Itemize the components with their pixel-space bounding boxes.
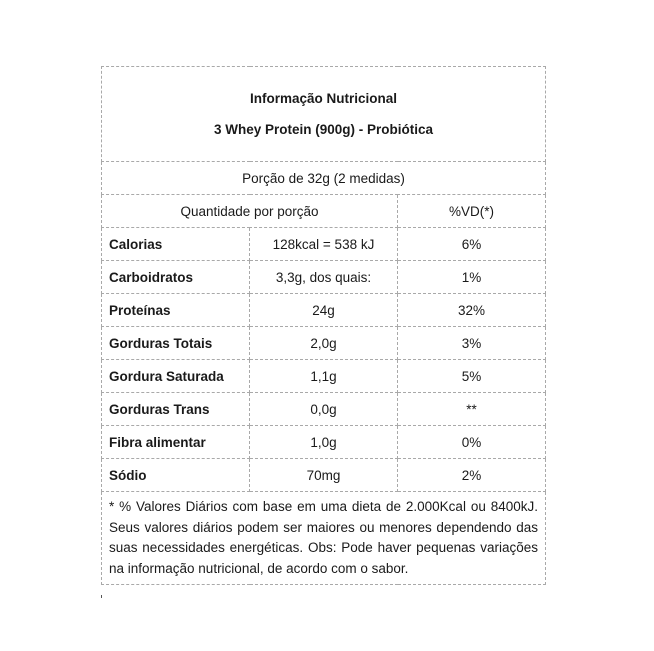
nutrient-daily-value: 3% [398, 327, 546, 360]
column-header-row [102, 195, 546, 228]
nutrient-quantity: 2,0g [250, 327, 398, 360]
table-row [102, 261, 546, 294]
nutrient-quantity: 70mg [250, 459, 398, 492]
nutrient-daily-value: 0% [398, 426, 546, 459]
table-row [102, 327, 546, 360]
table-row [102, 459, 546, 492]
table-title: Informação Nutricional [249, 91, 398, 106]
nutrient-daily-value: 6% [398, 228, 546, 261]
table-row [102, 393, 546, 426]
serving-size: Porção de 32g (2 medidas) [102, 162, 546, 195]
table-row [102, 360, 546, 393]
table-row [102, 294, 546, 327]
nutrient-name: Gordura Saturada [102, 360, 250, 393]
nutrient-daily-value: 5% [398, 360, 546, 393]
nutrient-name: Fibra alimentar [102, 426, 250, 459]
nutrient-quantity: 0,0g [250, 393, 398, 426]
product-name: 3 Whey Protein (900g) - Probiótica [213, 122, 434, 137]
nutrient-quantity: 1,1g [250, 360, 398, 393]
serving-row [102, 162, 546, 195]
nutrient-daily-value: 32% [398, 294, 546, 327]
footnote-row [102, 492, 546, 585]
nutrient-quantity: 128kcal = 538 kJ [250, 228, 398, 261]
nutrient-name: Calorias [102, 228, 250, 261]
table-header-row [102, 67, 546, 162]
nutrient-daily-value: ** [398, 393, 546, 426]
nutrient-quantity: 24g [250, 294, 398, 327]
nutrient-quantity: 3,3g, dos quais: [250, 261, 398, 294]
nutrient-name: Proteínas [102, 294, 250, 327]
quantity-column-header: Quantidade por porção [102, 195, 398, 228]
nutrient-name: Gorduras Trans [102, 393, 250, 426]
table-title-cell [102, 67, 546, 162]
nutrient-name: Sódio [102, 459, 250, 492]
daily-value-footnote: * % Valores Diários com base em uma dieta de 2.000Kcal ou 8400kJ. Seus valores diários podem ser maiores ou menores dependendo das suas necessidades energéticas. Obs: Pode haver pequenas variações na informação nutricional, de acordo com o sabor. [102, 492, 546, 585]
table-row [102, 228, 546, 261]
nutrient-daily-value: 1% [398, 261, 546, 294]
nutrient-daily-value: 2% [398, 459, 546, 492]
nutrient-quantity: 1,0g [250, 426, 398, 459]
nutrient-name: Carboidratos [102, 261, 250, 294]
stray-mark [101, 595, 102, 598]
nutrient-name: Gorduras Totais [102, 327, 250, 360]
nutrition-facts-table [101, 66, 546, 585]
daily-value-column-header: %VD(*) [398, 195, 546, 228]
table-row [102, 426, 546, 459]
